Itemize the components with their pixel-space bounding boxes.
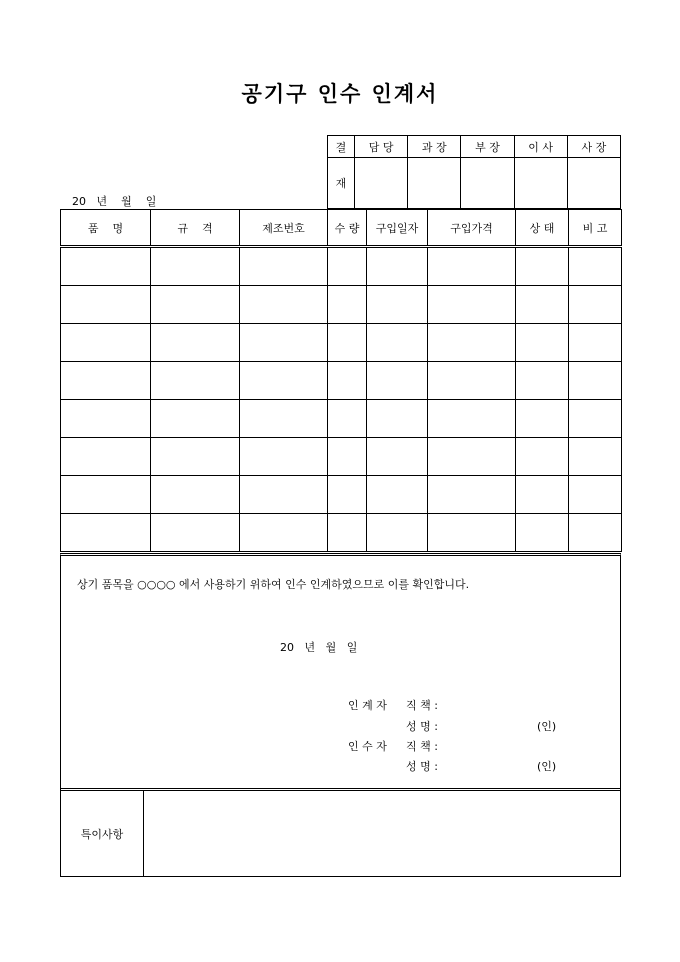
approval-header-staff: 담 당 bbox=[355, 136, 408, 158]
receiver-position-label: 직 책 : bbox=[406, 740, 438, 753]
approval-sign-staff[interactable] bbox=[355, 158, 408, 209]
table-cell[interactable] bbox=[151, 476, 240, 514]
approval-sign-dept-head[interactable] bbox=[461, 158, 514, 209]
table-cell[interactable] bbox=[61, 476, 151, 514]
table-cell[interactable] bbox=[428, 438, 516, 476]
approval-header-director: 이 사 bbox=[514, 136, 567, 158]
table-cell[interactable] bbox=[61, 247, 151, 286]
table-cell[interactable] bbox=[328, 514, 367, 552]
header-condition: 상 태 bbox=[516, 210, 569, 247]
table-cell[interactable] bbox=[240, 400, 328, 438]
receiver-name-label: 성 명 : bbox=[406, 760, 438, 773]
table-cell[interactable] bbox=[61, 286, 151, 324]
table-cell[interactable] bbox=[151, 324, 240, 362]
approval-sign-section-chief[interactable] bbox=[408, 158, 461, 209]
approval-header-dept-head: 부 장 bbox=[461, 136, 514, 158]
table-cell[interactable] bbox=[428, 286, 516, 324]
table-row bbox=[61, 247, 622, 286]
table-cell[interactable] bbox=[61, 438, 151, 476]
receiver-label: 인 수 자 bbox=[348, 740, 387, 753]
giver-seal: (인) bbox=[537, 720, 557, 733]
table-cell[interactable] bbox=[516, 362, 569, 400]
table-cell[interactable] bbox=[367, 438, 428, 476]
header-serial-number: 제조번호 bbox=[240, 210, 328, 247]
table-row bbox=[61, 362, 622, 400]
approval-header-section-chief: 과 장 bbox=[408, 136, 461, 158]
table-cell[interactable] bbox=[328, 247, 367, 286]
table-cell[interactable] bbox=[328, 400, 367, 438]
statement-box bbox=[60, 553, 621, 791]
table-cell[interactable] bbox=[328, 476, 367, 514]
table-cell[interactable] bbox=[516, 400, 569, 438]
table-cell[interactable] bbox=[367, 476, 428, 514]
table-cell[interactable] bbox=[151, 514, 240, 552]
notes-field[interactable] bbox=[144, 791, 620, 876]
table-cell[interactable] bbox=[367, 324, 428, 362]
table-cell[interactable] bbox=[240, 438, 328, 476]
notes-box bbox=[60, 788, 621, 877]
table-cell[interactable] bbox=[240, 476, 328, 514]
table-cell[interactable] bbox=[569, 438, 622, 476]
table-row bbox=[61, 438, 622, 476]
statement-text: 상기 품목을 ○○○○ 에서 사용하기 위하여 인수 인계하였으므로 이를 확인합니다. bbox=[77, 578, 470, 591]
table-row bbox=[61, 476, 622, 514]
items-header-row bbox=[61, 210, 622, 247]
header-spec: 규 격 bbox=[151, 210, 240, 247]
table-cell[interactable] bbox=[367, 514, 428, 552]
header-quantity: 수 량 bbox=[328, 210, 367, 247]
table-cell[interactable] bbox=[516, 476, 569, 514]
table-cell[interactable] bbox=[328, 324, 367, 362]
table-cell[interactable] bbox=[367, 362, 428, 400]
giver-name-label: 성 명 : bbox=[406, 720, 438, 733]
header-purchase-price: 구입가격 bbox=[428, 210, 516, 247]
table-cell[interactable] bbox=[151, 286, 240, 324]
table-cell[interactable] bbox=[240, 247, 328, 286]
table-cell[interactable] bbox=[240, 362, 328, 400]
document-title: 공기구 인수 인계서 bbox=[241, 81, 439, 106]
table-cell[interactable] bbox=[516, 286, 569, 324]
statement-date: 20 년 월 일 bbox=[280, 641, 358, 654]
table-cell[interactable] bbox=[516, 324, 569, 362]
table-cell[interactable] bbox=[61, 514, 151, 552]
approval-sign-director[interactable] bbox=[514, 158, 567, 209]
table-cell[interactable] bbox=[151, 247, 240, 286]
table-cell[interactable] bbox=[428, 400, 516, 438]
table-cell[interactable] bbox=[428, 362, 516, 400]
table-cell[interactable] bbox=[367, 286, 428, 324]
table-cell[interactable] bbox=[61, 362, 151, 400]
approval-label-bottom: 재 bbox=[328, 158, 355, 209]
table-cell[interactable] bbox=[240, 286, 328, 324]
items-table bbox=[60, 209, 622, 552]
table-cell[interactable] bbox=[428, 476, 516, 514]
table-cell[interactable] bbox=[569, 247, 622, 286]
table-cell[interactable] bbox=[328, 438, 367, 476]
document-date: 20 년 월 일 bbox=[72, 195, 157, 208]
table-cell[interactable] bbox=[328, 286, 367, 324]
table-cell[interactable] bbox=[516, 247, 569, 286]
table-cell[interactable] bbox=[367, 247, 428, 286]
header-item-name: 품 명 bbox=[61, 210, 151, 247]
table-cell[interactable] bbox=[569, 400, 622, 438]
table-cell[interactable] bbox=[569, 514, 622, 552]
notes-label: 특이사항 bbox=[61, 791, 144, 876]
approval-box bbox=[327, 135, 621, 209]
table-cell[interactable] bbox=[516, 438, 569, 476]
table-cell[interactable] bbox=[428, 247, 516, 286]
approval-label-top: 결 bbox=[328, 136, 355, 158]
table-cell[interactable] bbox=[151, 362, 240, 400]
table-row bbox=[61, 324, 622, 362]
receiver-seal: (인) bbox=[537, 760, 557, 773]
table-cell[interactable] bbox=[240, 514, 328, 552]
table-cell[interactable] bbox=[569, 362, 622, 400]
table-cell[interactable] bbox=[428, 324, 516, 362]
table-cell[interactable] bbox=[516, 514, 569, 552]
table-cell[interactable] bbox=[367, 400, 428, 438]
table-row bbox=[61, 400, 622, 438]
table-cell[interactable] bbox=[328, 362, 367, 400]
table-cell[interactable] bbox=[240, 324, 328, 362]
approval-sign-president[interactable] bbox=[567, 158, 620, 209]
table-cell[interactable] bbox=[61, 324, 151, 362]
giver-label: 인 계 자 bbox=[348, 699, 387, 712]
table-cell[interactable] bbox=[428, 514, 516, 552]
table-cell[interactable] bbox=[151, 400, 240, 438]
table-row bbox=[61, 514, 622, 552]
table-cell[interactable] bbox=[61, 400, 151, 438]
table-cell[interactable] bbox=[151, 438, 240, 476]
header-purchase-date: 구입일자 bbox=[367, 210, 428, 247]
table-row bbox=[61, 286, 622, 324]
table-cell[interactable] bbox=[569, 286, 622, 324]
table-cell[interactable] bbox=[569, 476, 622, 514]
header-remarks: 비 고 bbox=[569, 210, 622, 247]
approval-header-president: 사 장 bbox=[567, 136, 620, 158]
table-cell[interactable] bbox=[569, 324, 622, 362]
giver-position-label: 직 책 : bbox=[406, 699, 438, 712]
